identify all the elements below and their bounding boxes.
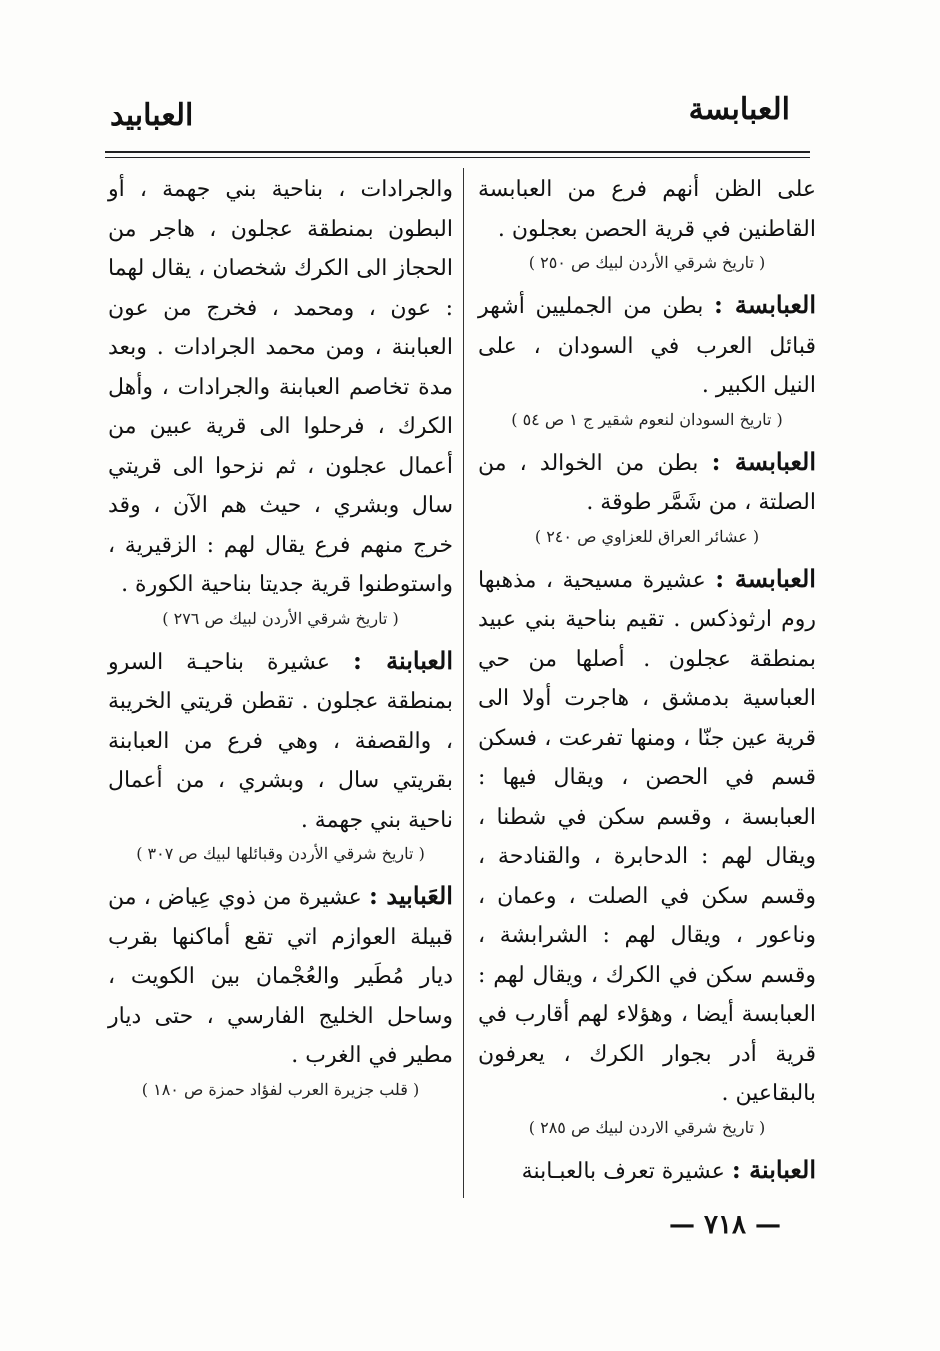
entry-text: بطن من الجمليين أشهر قبائل العرب في السودان ، على النيل الكبير . <box>478 294 816 398</box>
header-rule-thick <box>105 151 810 153</box>
entry-term: العبابسة : <box>714 290 816 319</box>
reference-citation: ( عشائر العراق للعزاوي ص ٢٤٠ ) <box>534 526 760 546</box>
page-number: — ٧١٨ — <box>668 1210 782 1240</box>
entry-term: العبابنة : <box>731 1154 816 1184</box>
entry-term: العبابسة : <box>711 446 816 476</box>
left-column <box>108 170 453 1112</box>
page-header <box>110 92 790 142</box>
entry-abbabid <box>108 876 453 1076</box>
entry-abbabna-start <box>478 1150 816 1192</box>
column-divider <box>463 168 464 1198</box>
entry-abbabna-continued <box>108 170 453 605</box>
right-column <box>478 170 816 1191</box>
reference-citation: ( تاريخ السودان لنعوم شقير ج ١ ص ٥٤ ) <box>511 409 783 429</box>
entry-text: عشيرة بناحيـة السرو بمنطقة عجلون . تقطن قريتي الخريبة ، والقصفة ، وهي فرع من العبابنة بقريتي سال ، وبشري ، من أعمال ناحية بني جهمة . <box>108 649 453 833</box>
entry-text: والجرادات ، بناحية بني جهمة ، أو البطون بمنطقة عجلون ، هاجر من الحجاز الى الكرك شخصان ، يقال لهما : عون ، ومحمد ، فخرج من عون العبابنة ، ومن محمد الجرادات . وبعد مدة تخاصم العبابنة والجرادات ، وأهل الكرك ، فرحلوا الى قرية عبين من أعمال عجلون ، ثم نزحوا الى قريتي سال وبشري ، حيث هم الآن ، وقد خرج منهم فرع يقال لهم : الزقيرية ، واستوطنوا قرية جديتا بناحية الكورة . <box>108 177 453 597</box>
running-head-left: العبابيد <box>110 98 194 133</box>
entry-text: على الظن أنهم فرع من العبابسة القاطنين في قرية الحصن بعجلون . <box>478 177 816 242</box>
entry-abbasa-christian <box>478 559 816 1114</box>
entry-abbasa-sudan <box>478 285 816 406</box>
entry-abbabna-sarw <box>108 641 453 841</box>
reference-citation: ( تاريخ شرقي الأردن وقبائلها لبيك ص ٣٠٧ ) <box>136 844 425 863</box>
entry-abbasa-continued <box>478 170 816 249</box>
reference-citation: ( تاريخ شرقي الأردن لبيك ص ٢٧٦ ) <box>162 608 399 628</box>
entry-text: بطن من الخوالد ، من الصلتة ، من شَمَّر طوقة . <box>478 450 816 515</box>
entry-text: عشيرة تعرف بالعبـابنة <box>521 1158 725 1184</box>
entry-term: العَبابيد : <box>368 881 453 910</box>
running-head-right: العبابسة <box>688 92 790 127</box>
entry-abbasa-khawalid <box>478 442 816 523</box>
reference-citation: ( قلب جزيرة العرب لفؤاد حمزة ص ١٨٠ ) <box>141 1079 420 1099</box>
header-rule-thin <box>105 157 810 158</box>
reference-citation: ( تاريخ شرقي الاردن لبيك ص ٢٨٥ ) <box>528 1117 766 1137</box>
reference-citation: ( تاريخ شرقي الأردن لبيك ص ٢٥٠ ) <box>528 253 766 272</box>
entry-text: عشيرة مسيحية ، مذهبها روم ارثوذكس . تقيم بناحية بني عبيد بمنطقة عجلون . أصلها من حي العباسية بدمشق ، هاجرت أولا الى قرية عين جنّا ، ومنها تفرعت ، فسكن قسم في الحصن ، ويقال فيها : العبابسة ، وقسم سكن في شطنا ، ويقال لهم : الدحابرة ، والقنادحة ، وقسم سكن في الصلت ، وعمان ، وناعور ، ويقال لهم : الشرابشة ، وقسم سكن في الكرك ، ويقال لهم : العبابسة أيضا ، وهؤلاء لهم أقارب في قرية أدر بجوار الكرك ، يعرفون بالبقاعين . <box>478 567 816 1106</box>
entry-term: العبابنة : <box>352 645 453 675</box>
entry-text: عشيرة من ذوي عِياض ، من قبيلة العوازم اتي تقع أماكنها بقرب ديار مُطَير والعُجْمان بين الكويت ، وساحل الخليج الفارسي ، حتى ديار مطير في الغرب . <box>108 885 453 1068</box>
entry-term: العبابسة : <box>715 563 816 593</box>
